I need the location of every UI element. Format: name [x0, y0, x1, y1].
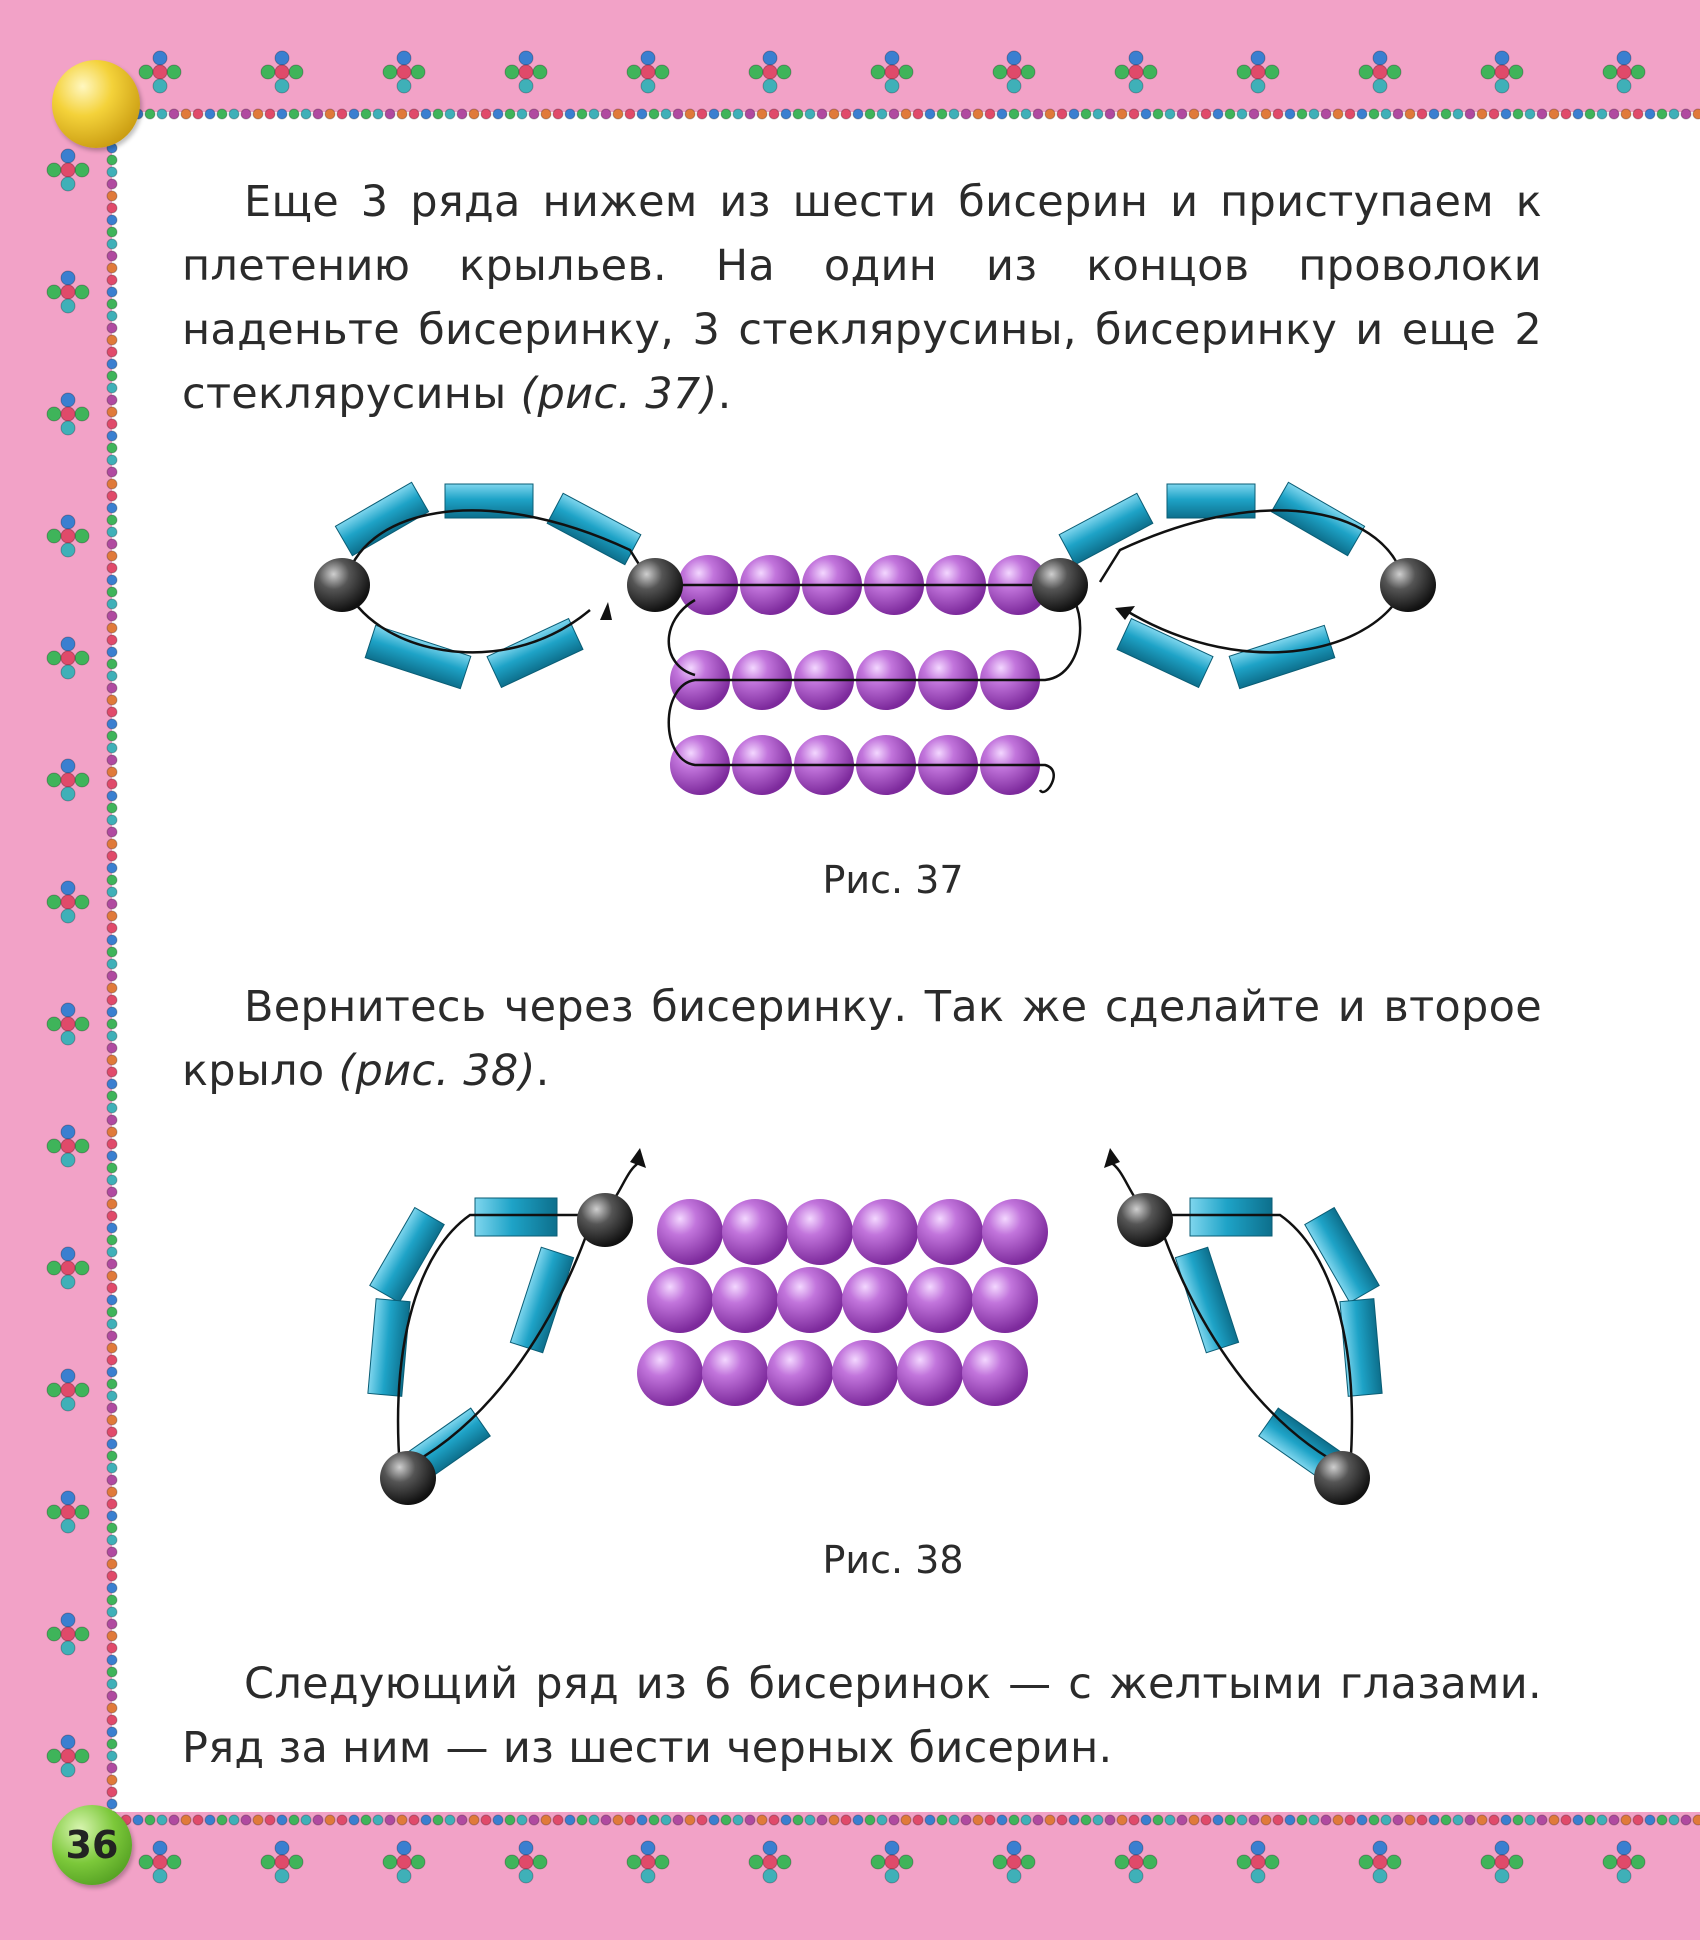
- left-wing-fig37: [314, 482, 683, 688]
- right-wing-fig37: [1032, 482, 1436, 688]
- right-wing-fig38: [1104, 1148, 1382, 1505]
- paragraph-1-end: .: [717, 369, 732, 419]
- paragraph-3-text: Следующий ряд из 6 бисеринок — с желтыми глазами. Ряд за ним — из шести черных бисерин.: [182, 1659, 1542, 1773]
- paragraph-2: [182, 975, 1542, 1103]
- figure-38-caption: Рис. 38: [822, 1538, 964, 1582]
- bead-rows-fig38: [637, 1199, 1048, 1406]
- paragraph-2-end: .: [535, 1046, 550, 1096]
- decorative-yellow-bead: [52, 60, 140, 148]
- bead-rows-fig37: [660, 555, 1080, 795]
- bead-border-left: [40, 130, 130, 1820]
- figure-37: [300, 470, 1450, 815]
- paragraph-1-text: Еще 3 ряда нижем из шести бисерин и приступаем к плетению крыльев. На один из концов проволоки наденьте бисеринку, 3 стеклярусины, бисеринку и еще 2 стеклярусины: [182, 177, 1542, 419]
- page-number: 36: [52, 1805, 132, 1885]
- figure-38: [350, 1140, 1400, 1510]
- paragraph-3: [182, 1652, 1542, 1780]
- figure-37-caption: Рис. 37: [822, 858, 964, 902]
- left-wing-fig38: [368, 1148, 646, 1505]
- paragraph-2-text: Вернитесь через бисеринку. Так же сделайте и второе крыло: [182, 982, 1542, 1096]
- bead-border-bottom: [120, 1802, 1700, 1892]
- paragraph-1: [182, 170, 1542, 426]
- bead-border-top: [120, 42, 1700, 132]
- figure-37-reference: (рис. 37): [520, 369, 718, 419]
- figure-38-reference: (рис. 38): [338, 1046, 536, 1096]
